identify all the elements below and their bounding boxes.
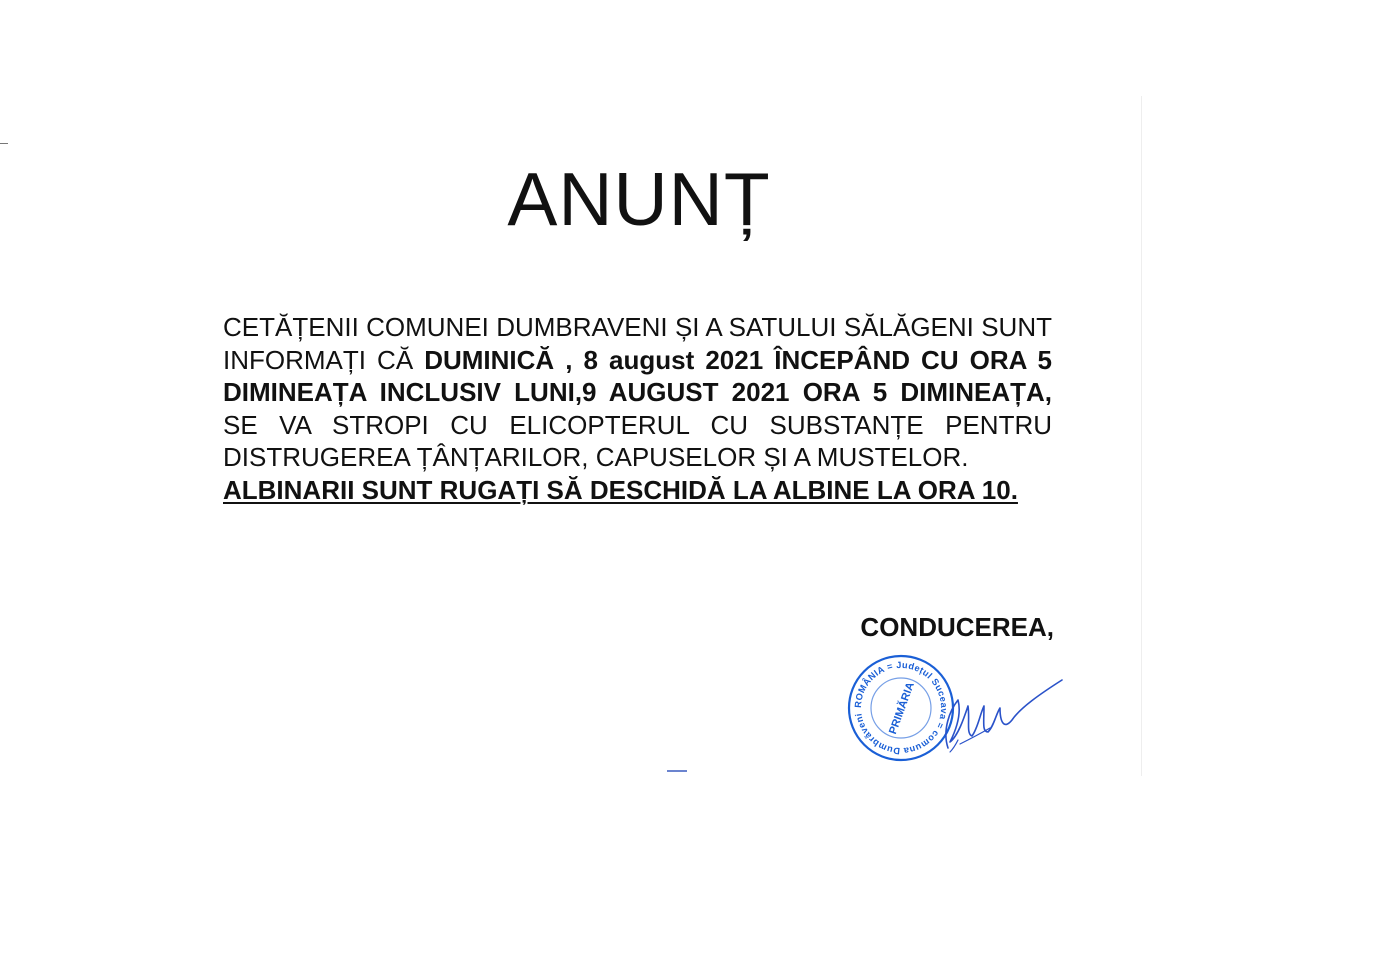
stray-pen-mark <box>667 770 687 772</box>
signoff-text: CONDUCEREA, <box>860 612 1054 642</box>
announcement-text-dates: DUMINICĂ , 8 august 2021 ÎNCEPÂND CU ORA 5 DIMINEAȚA INCLUSIV LUNI,9 AUGUST 2021 ORA 5 DIMINEAȚA, <box>223 344 1052 407</box>
scan-edge-mark <box>0 143 8 144</box>
document-title: ANUNȚ <box>507 157 771 241</box>
announcement-body <box>223 311 1052 506</box>
beekeepers-notice: ALBINARII SUNT RUGAȚI SĂ DESCHIDĂ LA ALBINE LA ORA 10. <box>223 474 1018 505</box>
announcement-text-spraying: SE VA STROPI CU ELICOPTERUL CU SUBSTANȚE PENTRU DISTRUGEREA ȚÂNȚARILOR, CAPUSELOR ȘI A MUSTELOR. <box>223 409 1052 472</box>
handwritten-signature <box>920 670 1070 760</box>
announcement-text-intro: CETĂȚENII COMUNEI DUMBRAVENI ȘI A SATULUI SĂLĂGENI SUNT INFORMAȚI CĂ <box>223 312 1052 375</box>
stamp-center-text: PRIMĂRIA <box>887 680 917 736</box>
stamp-outer-text: ROMÂNIA = Județul Suceava = comuna Dumbrăveni <box>852 659 950 757</box>
